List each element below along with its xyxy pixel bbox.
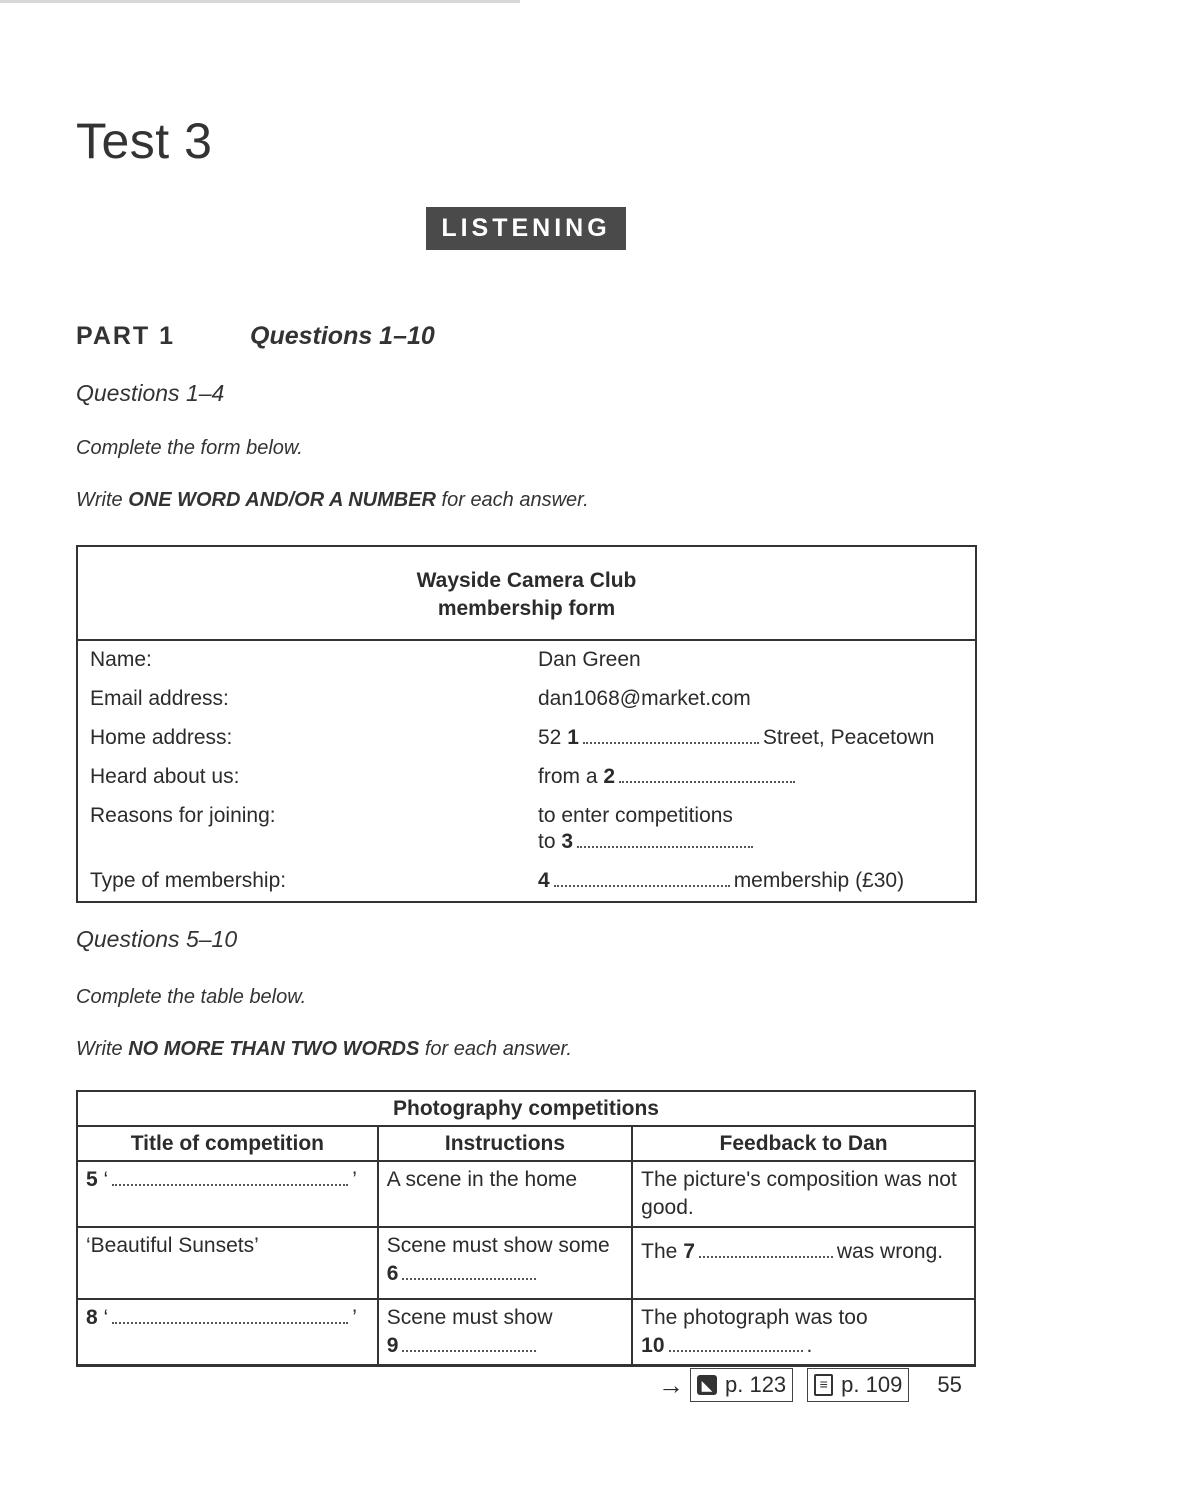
question-number: 7 bbox=[683, 1240, 695, 1263]
form-value: 4 membership (£30) bbox=[538, 869, 905, 892]
table-title: Photography competitions bbox=[77, 1091, 975, 1126]
column-header: Title of competition bbox=[77, 1126, 378, 1161]
answer-blank[interactable] bbox=[577, 832, 753, 848]
speech-icon: ◣ bbox=[697, 1375, 717, 1395]
answer-blank[interactable] bbox=[669, 1336, 803, 1352]
answer-blank[interactable] bbox=[402, 1264, 536, 1280]
question-number: 5 bbox=[86, 1168, 98, 1191]
answer-blank[interactable] bbox=[402, 1336, 536, 1352]
form-value: from a 2 bbox=[538, 765, 799, 789]
form-label: Heard about us: bbox=[90, 765, 240, 788]
part-label: PART 1 bbox=[76, 322, 176, 350]
form-value: to enter competitions bbox=[538, 804, 733, 827]
column-header: Instructions bbox=[378, 1126, 632, 1161]
questions-5-10-heading: Questions 5–10 bbox=[76, 926, 238, 952]
question-number: 10 bbox=[641, 1334, 665, 1357]
answer-key-reference[interactable]: ≡ p. 109 bbox=[807, 1368, 909, 1402]
document-icon: ≡ bbox=[814, 1374, 833, 1396]
arrow-right-icon: → bbox=[658, 1369, 684, 1400]
questions-1-4-heading: Questions 1–4 bbox=[76, 380, 225, 406]
instruction-word-limit-2: Write NO MORE THAN TWO WORDS for each answer. bbox=[76, 1038, 572, 1060]
form-title-line2: membership form bbox=[437, 597, 616, 620]
table-cell: Scene must show 9 bbox=[378, 1299, 632, 1366]
form-header bbox=[78, 547, 975, 641]
form-title-line1: Wayside Camera Club bbox=[416, 569, 637, 592]
table-cell: The 7 was wrong. bbox=[632, 1227, 975, 1299]
top-rule bbox=[0, 0, 520, 3]
column-header: Feedback to Dan bbox=[632, 1126, 975, 1161]
form-label: Reasons for joining: bbox=[90, 804, 276, 827]
form-label: Name: bbox=[90, 648, 152, 671]
test-title: Test 3 bbox=[76, 113, 213, 169]
table-cell: The picture's composition was not good. bbox=[632, 1161, 975, 1227]
answer-blank[interactable] bbox=[112, 1170, 348, 1186]
question-number: 8 bbox=[86, 1306, 98, 1329]
question-number: 4 bbox=[538, 869, 550, 892]
answer-blank[interactable] bbox=[699, 1242, 833, 1258]
question-number: 1 bbox=[567, 726, 579, 749]
answer-blank[interactable] bbox=[619, 767, 795, 783]
table-cell: Scene must show some 6 bbox=[378, 1227, 632, 1299]
instruction-word-limit-1: Write ONE WORD AND/OR A NUMBER for each answer. bbox=[76, 489, 589, 511]
part-questions: Questions 1–10 bbox=[250, 322, 435, 350]
table-row bbox=[77, 1227, 975, 1299]
answer-blank[interactable] bbox=[583, 728, 759, 744]
question-number: 6 bbox=[386, 1262, 399, 1285]
form-value: dan1068@market.com bbox=[538, 687, 751, 710]
form-value: 52 1 Street, Peacetown bbox=[538, 726, 935, 749]
table-row bbox=[77, 1299, 975, 1366]
form-label: Home address: bbox=[90, 726, 233, 749]
table-cell: The photograph was too 10 . bbox=[632, 1299, 975, 1366]
form-value: to 3 bbox=[538, 830, 757, 854]
table-header-row bbox=[77, 1126, 975, 1161]
form-label: Email address: bbox=[90, 687, 229, 710]
table-row bbox=[77, 1161, 975, 1227]
question-number: 9 bbox=[386, 1334, 399, 1357]
table-title-row bbox=[77, 1091, 975, 1126]
form-value: Dan Green bbox=[538, 648, 641, 671]
table-cell: 8 ‘ ’ bbox=[77, 1299, 378, 1366]
table-cell: 5 ‘ ’ bbox=[77, 1161, 378, 1227]
audio-script-reference[interactable]: ◣ p. 123 bbox=[690, 1368, 793, 1402]
form-label: Type of membership: bbox=[90, 869, 287, 892]
membership-form bbox=[76, 545, 977, 903]
page-footer bbox=[658, 1368, 962, 1402]
answer-blank[interactable] bbox=[554, 871, 730, 887]
section-badge: LISTENING bbox=[426, 207, 626, 250]
question-number: 2 bbox=[603, 765, 616, 788]
page-number: 55 bbox=[937, 1372, 962, 1397]
instruction-complete-form: Complete the form below. bbox=[76, 437, 303, 459]
instruction-complete-table: Complete the table below. bbox=[76, 986, 307, 1008]
table-cell: ‘Beautiful Sunsets’ bbox=[77, 1227, 378, 1299]
question-number: 3 bbox=[561, 830, 574, 853]
answer-blank[interactable] bbox=[112, 1308, 348, 1324]
competitions-table bbox=[76, 1090, 976, 1367]
table-cell: A scene in the home bbox=[378, 1161, 632, 1227]
